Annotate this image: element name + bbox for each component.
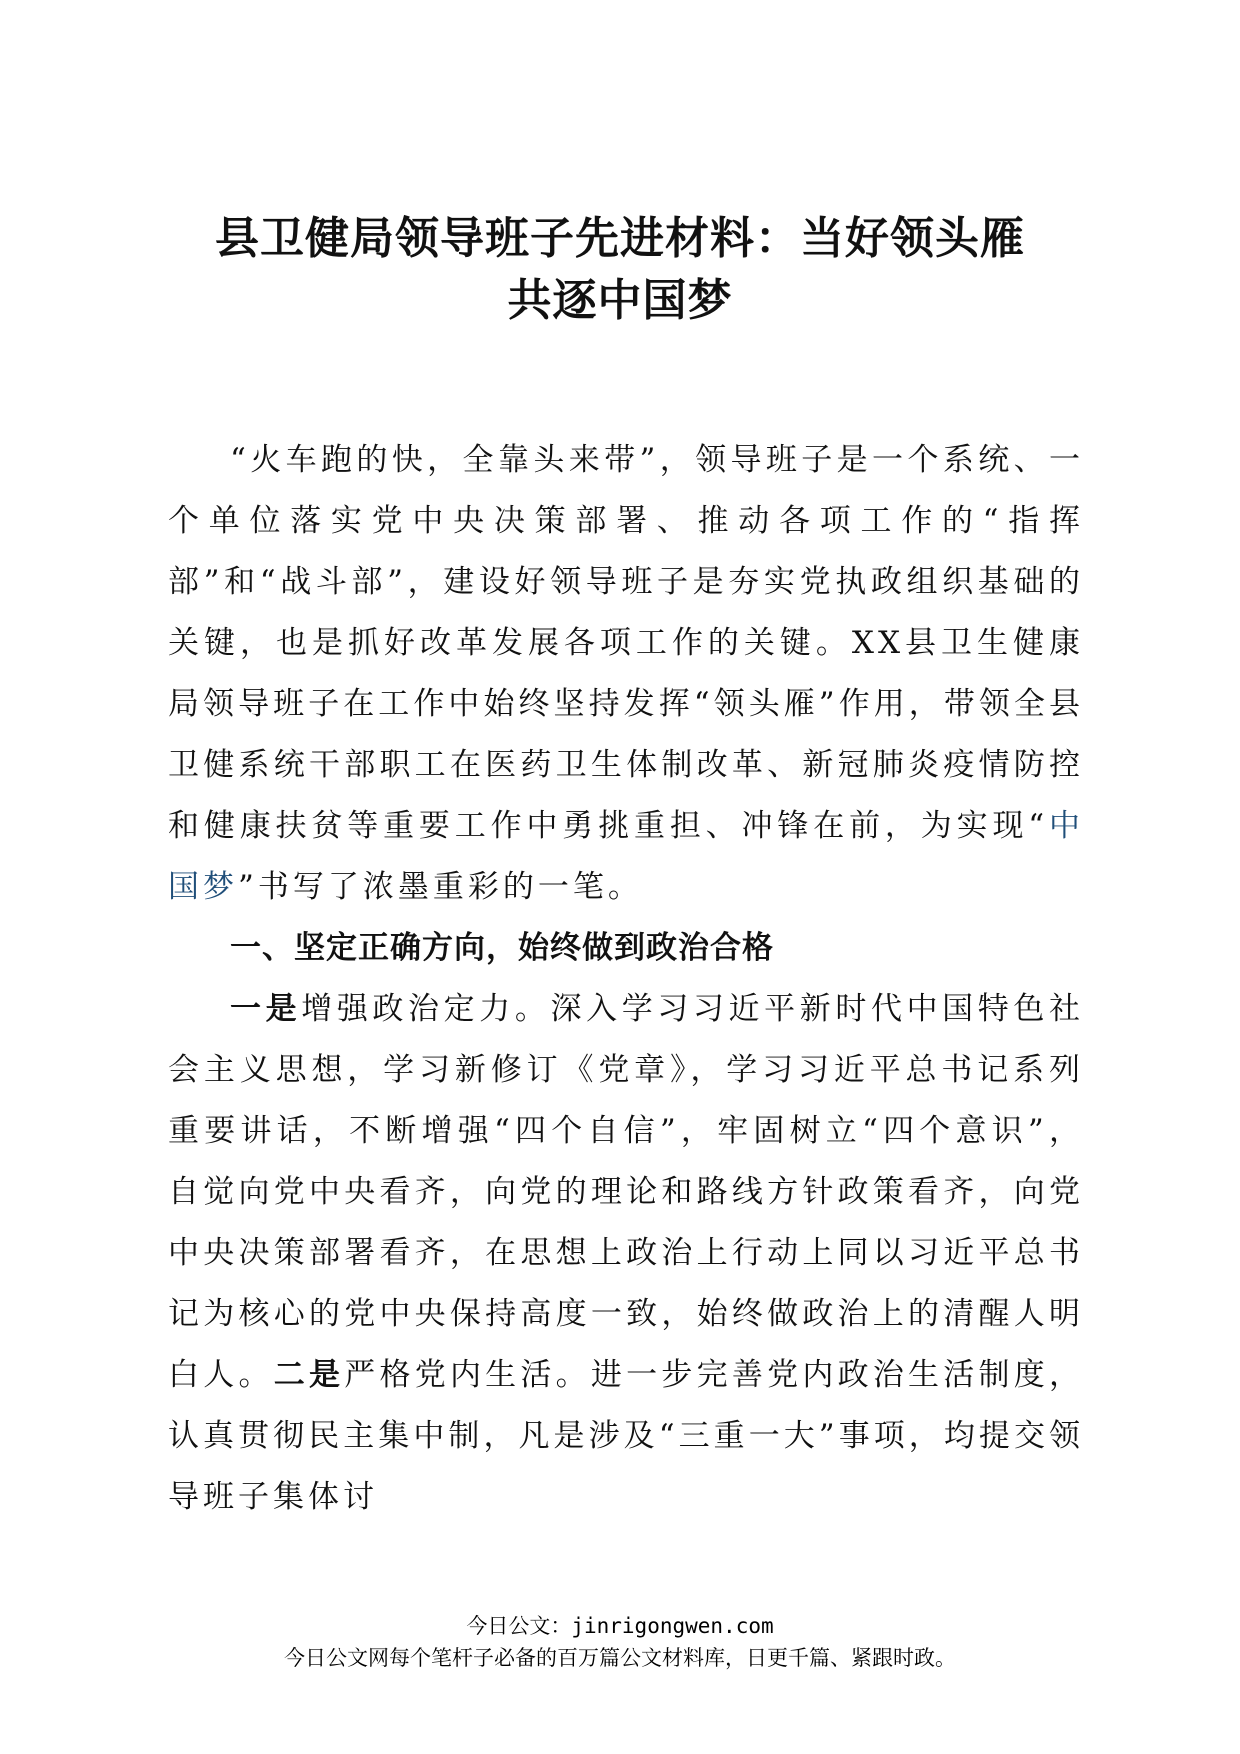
page-title	[0, 208, 1240, 332]
title-line-1: 县卫健局领导班子先进材料：当好领头雁	[215, 213, 1025, 264]
point-two-label: 二是	[273, 1357, 345, 1393]
title-line-2: 共逐中国梦	[507, 275, 733, 326]
footer-site-label: 今日公文：	[466, 1614, 572, 1638]
footer-site-link[interactable]: jinrigongwen.com	[571, 1614, 774, 1638]
point-one-text: 增强政治定力。深入学习习近平新时代中国特色社会主义思想，学习新修订《党章》，学习习近平总书记系列重要讲话，不断增强“四个自信”，牢固树立“四个意识”，自觉向党中央看齐，向党的理论和路线方针政策看齐，向党中央决策部署看齐，在思想上政治上行动上同以习近平总书记为核心的党中央保持高度一致，始终做政治上的清醒人明白人。	[168, 991, 1084, 1393]
intro-text: “火车跑的快，全靠头来带”，领导班子是一个系统、一个单位落实党中央决策部署、推动各项工作的“指挥部”和“战斗部”，建设好领导班子是夯实党执政组织基础的关键，也是抓好改革发展各项工作的关键。XX县卫生健康局领导班子在工作中始终坚持发挥“领头雁”作用，带领全县卫健系统干部职工在医药卫生体制改革、新冠肺炎疫情防控和健康扶贫等重要工作中勇挑重担、冲锋在前，为实现“	[168, 442, 1084, 844]
section-paragraph	[168, 979, 1084, 1528]
section-heading: 一、坚定正确方向，始终做到政治合格	[230, 930, 774, 966]
intro-text-end: ”书写了浓墨重彩的一笔。	[238, 869, 643, 905]
footer-site	[0, 1610, 1240, 1642]
document-body	[168, 430, 1084, 1528]
china-dream-link[interactable]: 中国梦	[168, 808, 1084, 905]
point-one-label: 一是	[230, 991, 302, 1027]
footer	[0, 1610, 1240, 1674]
point-two-text: 严格党内生活。进一步完善党内政治生活制度，认真贯彻民主集中制，凡是涉及“三重一大”事项，均提交领导班子集体讨	[168, 1357, 1085, 1515]
footer-slogan: 今日公文网每个笔杆子必备的百万篇公文材料库，日更千篇、紧跟时政。	[284, 1646, 956, 1670]
intro-paragraph	[168, 430, 1084, 918]
